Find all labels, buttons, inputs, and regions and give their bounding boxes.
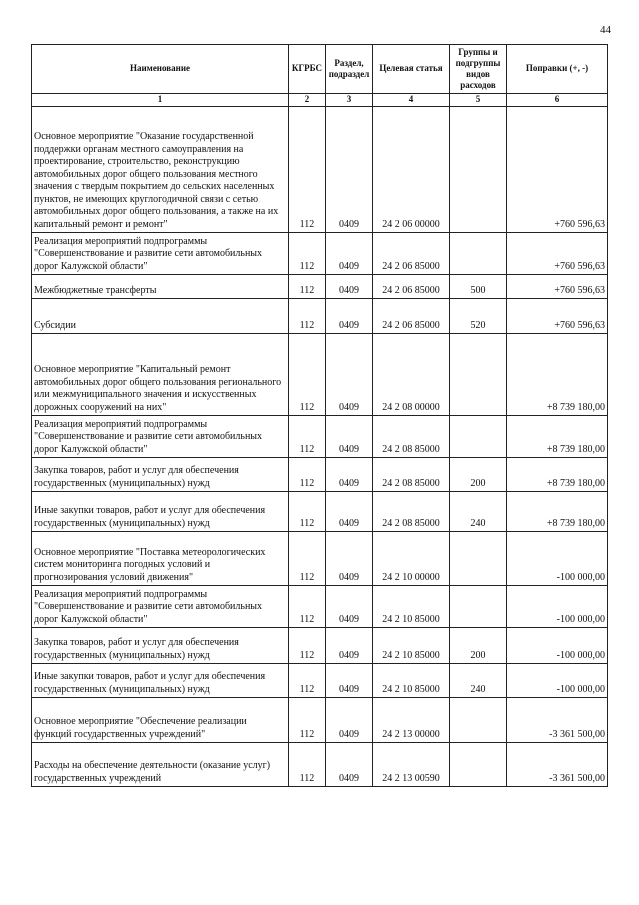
row-expense-group: 240: [450, 492, 507, 532]
table-row: [32, 299, 608, 334]
row-name: Субсидии: [32, 299, 289, 334]
table-row: [32, 628, 608, 664]
row-target: 24 2 08 85000: [373, 458, 450, 492]
row-kgrbs: 112: [289, 586, 326, 628]
table-row: [32, 586, 608, 628]
row-expense-group: [450, 743, 507, 787]
column-number: 3: [326, 94, 373, 107]
row-name: Основное мероприятие "Поставка метеорологических систем мониторинга погодных условий и прогнозирования условий движения": [32, 532, 289, 586]
row-kgrbs: 112: [289, 275, 326, 299]
row-kgrbs: 112: [289, 416, 326, 458]
row-expense-group: [450, 698, 507, 743]
row-target: 24 2 06 85000: [373, 299, 450, 334]
row-target: 24 2 10 00000: [373, 532, 450, 586]
row-expense-group: 520: [450, 299, 507, 334]
table-row: [32, 532, 608, 586]
row-name: Закупка товаров, работ и услуг для обеспечения государственных (муниципальных) нужд: [32, 628, 289, 664]
row-name: Основное мероприятие "Обеспечение реализации функций государственных учреждений": [32, 698, 289, 743]
row-expense-group: 200: [450, 628, 507, 664]
row-expense-group: [450, 416, 507, 458]
row-expense-group: [450, 233, 507, 275]
row-target: 24 2 10 85000: [373, 664, 450, 698]
row-amount: +760 596,63: [507, 233, 608, 275]
row-amount: +760 596,63: [507, 107, 608, 233]
row-amount: -100 000,00: [507, 586, 608, 628]
table-row: [32, 275, 608, 299]
budget-amendments-table: [31, 44, 608, 787]
row-name: Реализация мероприятий подпрограммы "Совершенствование и развитие сети автомобильных дорог Калужской области": [32, 233, 289, 275]
column-number: 6: [507, 94, 608, 107]
column-number: 4: [373, 94, 450, 107]
row-target: 24 2 08 00000: [373, 334, 450, 416]
row-kgrbs: 112: [289, 664, 326, 698]
row-section: 0409: [326, 275, 373, 299]
row-target: 24 2 13 00590: [373, 743, 450, 787]
row-section: 0409: [326, 299, 373, 334]
row-expense-group: [450, 334, 507, 416]
row-section: 0409: [326, 586, 373, 628]
row-amount: +8 739 180,00: [507, 492, 608, 532]
row-section: 0409: [326, 492, 373, 532]
page-number: 44: [600, 24, 611, 36]
header-target: Целевая статья: [373, 45, 450, 94]
header-section: Раздел, подраздел: [326, 45, 373, 94]
column-numbers-row: [32, 94, 608, 107]
row-amount: -3 361 500,00: [507, 698, 608, 743]
row-expense-group: [450, 107, 507, 233]
header-expense-groups: Группы и подгруппы видов расходов: [450, 45, 507, 94]
row-name: Реализация мероприятий подпрограммы "Совершенствование и развитие сети автомобильных дорог Калужской области": [32, 416, 289, 458]
column-number: 1: [32, 94, 289, 107]
table-row: [32, 233, 608, 275]
row-section: 0409: [326, 664, 373, 698]
header-name: Наименование: [32, 45, 289, 94]
row-amount: +8 739 180,00: [507, 458, 608, 492]
row-kgrbs: 112: [289, 628, 326, 664]
row-section: 0409: [326, 628, 373, 664]
row-kgrbs: 112: [289, 532, 326, 586]
row-section: 0409: [326, 107, 373, 233]
table-row: [32, 458, 608, 492]
table-header-row: [32, 45, 608, 94]
row-section: 0409: [326, 233, 373, 275]
table-body: [32, 107, 608, 787]
row-section: 0409: [326, 334, 373, 416]
row-expense-group: [450, 586, 507, 628]
table-row: [32, 698, 608, 743]
row-name: Иные закупки товаров, работ и услуг для обеспечения государственных (муниципальных) нужд: [32, 664, 289, 698]
row-target: 24 2 08 85000: [373, 416, 450, 458]
row-kgrbs: 112: [289, 698, 326, 743]
row-kgrbs: 112: [289, 107, 326, 233]
header-kgrbs: КГРБС: [289, 45, 326, 94]
row-name: Основное мероприятие "Капитальный ремонт автомобильных дорог общего пользования регионального или межмуниципального значения и искусственных дорожных сооружений на них": [32, 334, 289, 416]
table-row: [32, 416, 608, 458]
row-expense-group: 200: [450, 458, 507, 492]
table-row: [32, 492, 608, 532]
table-row: [32, 743, 608, 787]
row-target: 24 2 13 00000: [373, 698, 450, 743]
row-expense-group: [450, 532, 507, 586]
row-target: 24 2 10 85000: [373, 586, 450, 628]
row-section: 0409: [326, 698, 373, 743]
table-row: [32, 664, 608, 698]
row-expense-group: 240: [450, 664, 507, 698]
row-kgrbs: 112: [289, 743, 326, 787]
row-section: 0409: [326, 458, 373, 492]
table-row: [32, 334, 608, 416]
row-name: Межбюджетные трансферты: [32, 275, 289, 299]
row-name: Иные закупки товаров, работ и услуг для обеспечения государственных (муниципальных) нужд: [32, 492, 289, 532]
row-target: 24 2 06 85000: [373, 275, 450, 299]
row-amount: +8 739 180,00: [507, 334, 608, 416]
row-amount: -100 000,00: [507, 664, 608, 698]
row-expense-group: 500: [450, 275, 507, 299]
row-amount: -100 000,00: [507, 628, 608, 664]
header-amendments: Поправки (+, -): [507, 45, 608, 94]
row-name: Расходы на обеспечение деятельности (оказание услуг) государственных учреждений: [32, 743, 289, 787]
row-kgrbs: 112: [289, 458, 326, 492]
row-name: Основное мероприятие "Оказание государственной поддержки органам местного самоуправления на проектирование, строительство, реконструкцию автомобильных дорог общего пользования местного значения с твердым покрытием до сельских населенных пунктов, не имеющих круглогодичной связи с сетью автомобильных дорог общего пользования, а также на их капитальный ремонт и ремонт": [32, 107, 289, 233]
row-target: 24 2 08 85000: [373, 492, 450, 532]
row-target: 24 2 06 00000: [373, 107, 450, 233]
column-number: 5: [450, 94, 507, 107]
row-amount: -100 000,00: [507, 532, 608, 586]
table-row: [32, 107, 608, 233]
row-name: Закупка товаров, работ и услуг для обеспечения государственных (муниципальных) нужд: [32, 458, 289, 492]
row-kgrbs: 112: [289, 334, 326, 416]
row-section: 0409: [326, 416, 373, 458]
row-amount: +8 739 180,00: [507, 416, 608, 458]
row-section: 0409: [326, 743, 373, 787]
column-number: 2: [289, 94, 326, 107]
row-kgrbs: 112: [289, 492, 326, 532]
row-name: Реализация мероприятий подпрограммы "Совершенствование и развитие сети автомобильных дорог Калужской области": [32, 586, 289, 628]
row-target: 24 2 10 85000: [373, 628, 450, 664]
row-kgrbs: 112: [289, 233, 326, 275]
row-amount: +760 596,63: [507, 299, 608, 334]
row-target: 24 2 06 85000: [373, 233, 450, 275]
row-amount: -3 361 500,00: [507, 743, 608, 787]
row-amount: +760 596,63: [507, 275, 608, 299]
row-section: 0409: [326, 532, 373, 586]
row-kgrbs: 112: [289, 299, 326, 334]
